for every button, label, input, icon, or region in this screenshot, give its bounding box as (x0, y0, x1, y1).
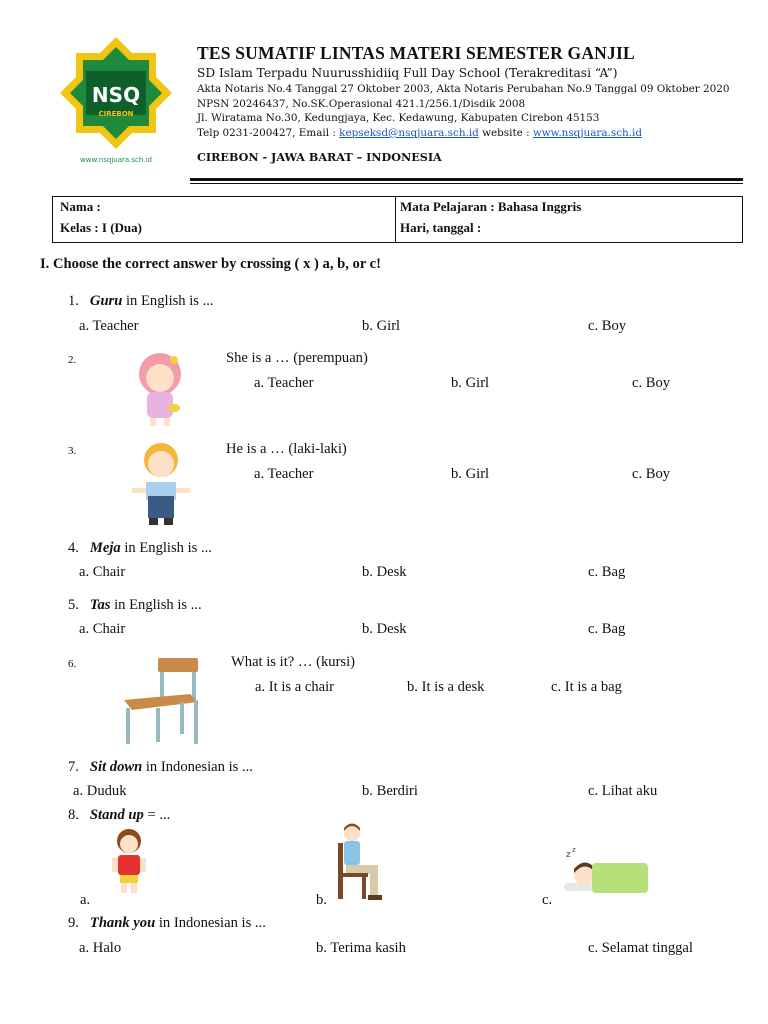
school-name: SD Islam Terpadu Nuurusshidiiq Full Day School (Terakreditasi “A”) (197, 66, 618, 80)
q9-option-b[interactable]: b. Terima kasih (316, 940, 406, 956)
q8-option-a[interactable]: a. (80, 892, 91, 908)
q4-option-c[interactable]: c. Bag (588, 564, 626, 580)
question-8 (68, 807, 170, 824)
q7-option-a[interactable]: a. Duduk (73, 783, 127, 799)
question-2-number: 2. (68, 354, 77, 366)
contact-line (197, 127, 642, 139)
mapel-field: Mata Pelajaran : Bahasa Inggris (400, 199, 582, 214)
question-6-text: What is it? … (kursi) (231, 654, 356, 670)
question-keyword: Meja (89, 540, 121, 556)
boy-illustration (126, 440, 196, 528)
document-title: TES SUMATIF LINTAS MATERI SEMESTER GANJIL (197, 43, 635, 63)
q4-option-a[interactable]: a. Chair (79, 564, 126, 580)
question-text: in Indonesian is ... (142, 759, 253, 775)
kelas-field: Kelas : I (Dua) (60, 220, 142, 235)
question-5 (68, 597, 202, 614)
girl-illustration (130, 350, 190, 430)
q5-option-a[interactable]: a. Chair (79, 621, 126, 637)
website-link[interactable]: www.nsqjuara.sch.id (532, 127, 643, 139)
q3-option-b[interactable]: b. Girl (451, 466, 490, 482)
header-divider-thick (190, 178, 743, 181)
q9-option-a[interactable]: a. Halo (79, 940, 122, 956)
question-6-number: 6. (68, 658, 77, 670)
q8-option-c[interactable]: c. (542, 892, 553, 908)
q6-option-b[interactable]: b. It is a desk (407, 679, 485, 695)
address-line: Jl. Wiratama No.30, Kedungjaya, Kec. Kedawung, Kabupaten Cirebon 45153 (197, 112, 600, 124)
q2-option-b[interactable]: b. Girl (451, 375, 490, 391)
question-keyword: Guru (89, 293, 123, 309)
sitting-person-illustration (330, 823, 396, 903)
q3-option-c[interactable]: c. Boy (632, 466, 671, 482)
q9-option-c[interactable]: c. Selamat tinggal (588, 940, 693, 956)
question-9 (68, 915, 266, 932)
q1-option-c[interactable]: c. Boy (588, 318, 627, 334)
chair-illustration (118, 654, 208, 748)
school-logo (58, 36, 174, 166)
q8-option-b[interactable]: b. (316, 892, 327, 908)
npsn-line: NPSN 20246437, No.SK.Operasional 421.1/256.1/Disdik 2008 (197, 98, 526, 110)
q1-option-a[interactable]: a. Teacher (79, 318, 139, 334)
question-text: in English is ... (120, 540, 212, 556)
question-keyword: Sit down (89, 759, 143, 775)
question-text: in English is ... (122, 293, 214, 309)
question-2-text: She is a … (perempuan) (226, 350, 368, 366)
q5-option-c[interactable]: c. Bag (588, 621, 626, 637)
svg-text:z: z (566, 850, 571, 860)
question-keyword: Tas (89, 597, 111, 613)
section-instruction: I. Choose the correct answer by crossing ( x ) a, b, or c! (40, 256, 382, 272)
question-4 (68, 540, 212, 557)
question-number: 9. (68, 915, 79, 931)
question-text: in Indonesian is ... (155, 915, 266, 931)
q6-option-a[interactable]: a. It is a chair (255, 679, 335, 695)
telp-label: Telp 0231-200427, Email : (197, 127, 340, 139)
question-text: = ... (143, 807, 171, 823)
logo-text: NSQ (91, 83, 141, 107)
student-info-box (52, 196, 743, 243)
q6-option-c[interactable]: c. It is a bag (551, 679, 622, 695)
question-7 (68, 759, 253, 776)
sleeping-person-illustration (562, 843, 650, 897)
hari-field: Hari, tanggal : (400, 220, 482, 235)
nama-field: Nama : (60, 199, 101, 214)
akta-line: Akta Notaris No.4 Tanggal 27 Oktober 2003, Akta Notaris Perubahan No.9 Tanggal 09 Oktober 2020 (197, 83, 730, 95)
q7-option-b[interactable]: b. Berdiri (362, 783, 418, 799)
question-1 (68, 293, 214, 310)
website-label: website : (478, 127, 533, 139)
question-keyword: Thank you (89, 915, 156, 931)
question-text: in English is ... (110, 597, 202, 613)
info-box-divider (395, 197, 396, 242)
svg-text:z: z (572, 846, 576, 854)
standing-child-illustration (108, 828, 150, 894)
q5-option-b[interactable]: b. Desk (362, 621, 407, 637)
q2-option-a[interactable]: a. Teacher (254, 375, 314, 391)
question-number: 8. (68, 807, 79, 823)
header-divider-thin (190, 183, 743, 184)
question-number: 4. (68, 540, 79, 556)
question-3-text: He is a … (laki-laki) (226, 441, 347, 457)
email-link[interactable]: kepseksd@nsqjuara.sch.id (339, 127, 479, 139)
question-number: 7. (68, 759, 79, 775)
question-number: 5. (68, 597, 79, 613)
q7-option-c[interactable]: c. Lihat aku (588, 783, 658, 799)
question-number: 1. (68, 293, 79, 309)
question-keyword: Stand up (89, 807, 144, 823)
q1-option-b[interactable]: b. Girl (362, 318, 401, 334)
logo-subtext: CIREBON (98, 110, 134, 118)
q2-option-c[interactable]: c. Boy (632, 375, 671, 391)
question-3-number: 3. (68, 445, 77, 457)
q3-option-a[interactable]: a. Teacher (254, 466, 314, 482)
logo-url: www.nsqjuara.sch.id (80, 156, 152, 164)
region-line: CIREBON - JAWA BARAT – INDONESIA (197, 150, 442, 164)
q4-option-b[interactable]: b. Desk (362, 564, 407, 580)
